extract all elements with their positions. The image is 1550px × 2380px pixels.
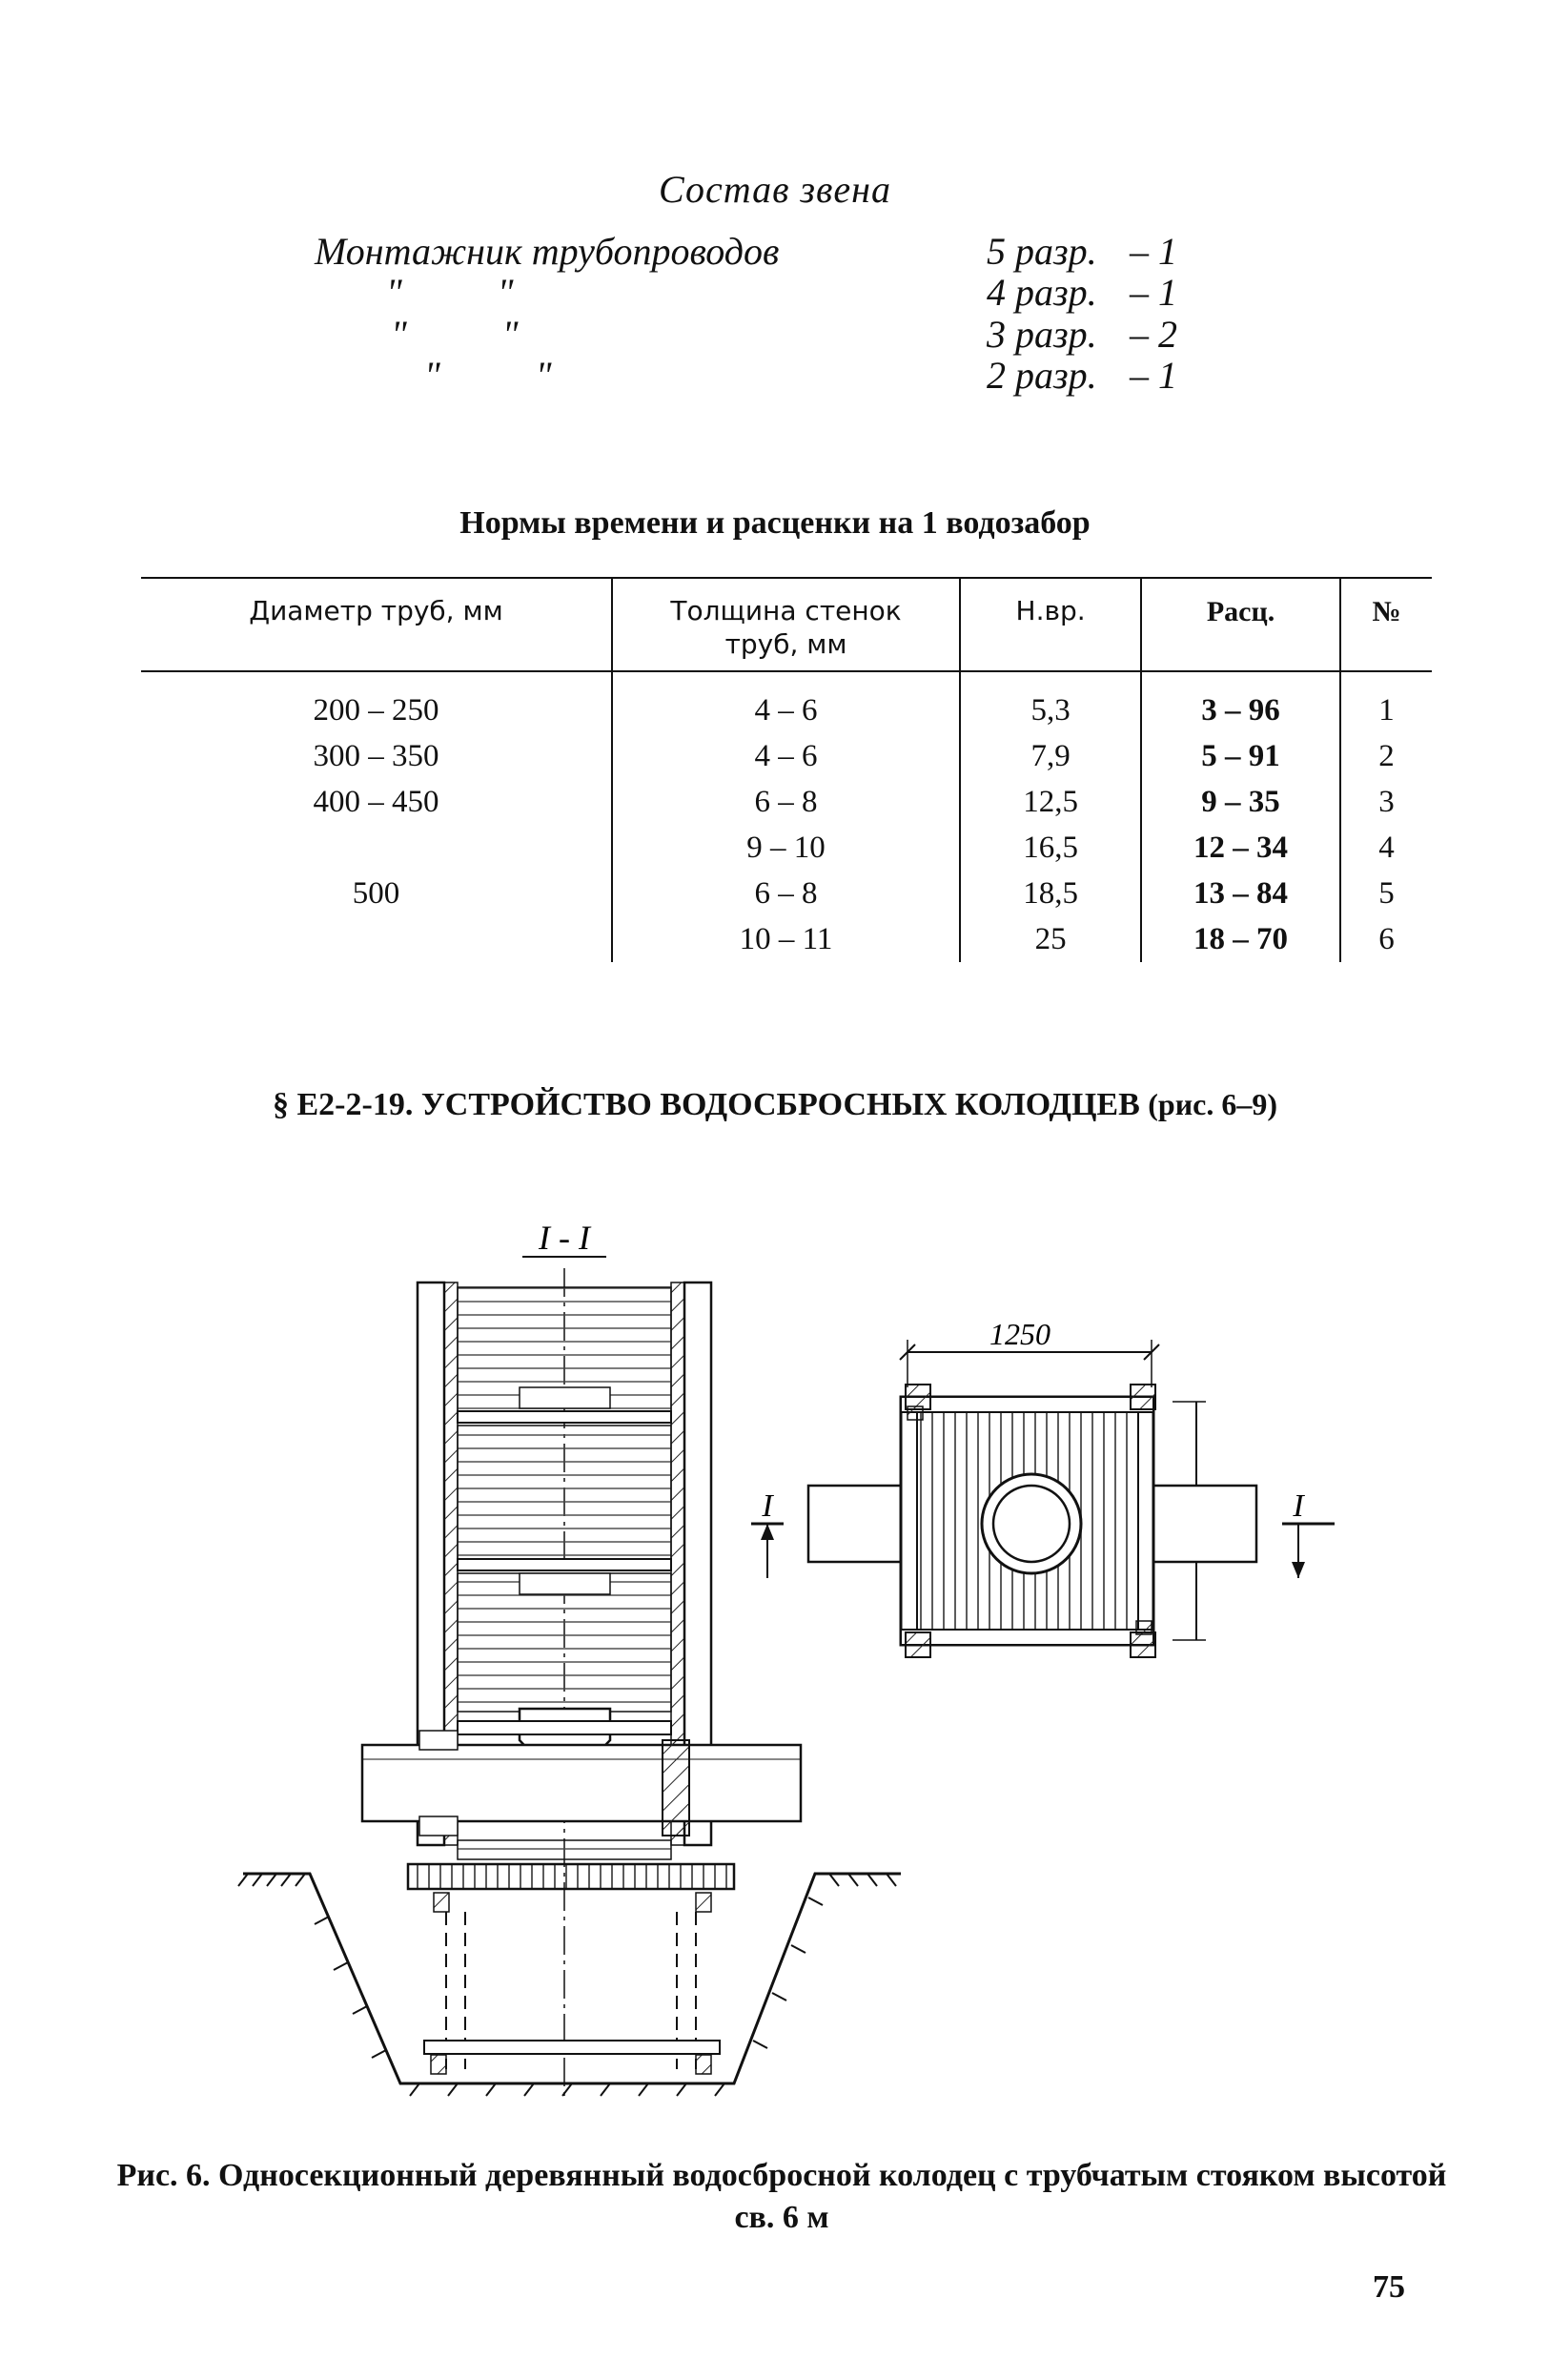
cell-rate: 12 – 34 bbox=[1141, 825, 1340, 871]
header-thickness-line1: Толщина стенок bbox=[670, 595, 902, 626]
section-label: I - I bbox=[539, 1219, 590, 1257]
cell-num: 2 bbox=[1340, 733, 1432, 779]
header-rate: Расц. bbox=[1141, 578, 1340, 671]
header-diameter: Диаметр труб, мм bbox=[141, 578, 612, 671]
cell-time: 25 bbox=[960, 916, 1141, 962]
header-num: № bbox=[1340, 578, 1432, 671]
table-row bbox=[141, 671, 1432, 733]
cell-rate: 13 – 84 bbox=[1141, 871, 1340, 916]
cell-thickness: 4 – 6 bbox=[612, 671, 960, 733]
cell-diameter: 200 – 250 bbox=[313, 692, 439, 728]
plan-view bbox=[751, 1317, 1335, 1657]
cell-diameter: 400 – 450 bbox=[313, 784, 439, 819]
cut-right-label: I bbox=[1293, 1488, 1304, 1524]
cell-thickness: 6 – 8 bbox=[612, 779, 960, 825]
crew-count: – 1 bbox=[1130, 271, 1177, 314]
crew-grade: 3 разр. bbox=[987, 313, 1097, 356]
page-number: 75 bbox=[1373, 2269, 1405, 2305]
cell-rate: 3 – 96 bbox=[1141, 671, 1340, 733]
crew-grade: 4 разр. bbox=[987, 271, 1097, 314]
cell-diameter: 500 bbox=[352, 875, 400, 911]
crew-role: " " bbox=[391, 313, 519, 356]
cell-diameter bbox=[141, 916, 612, 962]
cell-rate: 18 – 70 bbox=[1141, 916, 1340, 962]
crew-count: – 2 bbox=[1130, 313, 1177, 356]
cell-rate: 9 – 35 bbox=[1141, 779, 1340, 825]
cell-num: 3 bbox=[1340, 779, 1432, 825]
table-row bbox=[141, 825, 1432, 871]
cell-rate: 5 – 91 bbox=[1141, 733, 1340, 779]
crew-grade: 2 разр. bbox=[987, 354, 1097, 397]
cell-thickness: 10 – 11 bbox=[612, 916, 960, 962]
cell-thickness: 4 – 6 bbox=[612, 733, 960, 779]
table-row bbox=[141, 733, 1432, 779]
cell-num: 6 bbox=[1340, 916, 1432, 962]
section-view bbox=[362, 1219, 801, 2098]
crew-role: Монтажник трубопроводов bbox=[315, 230, 780, 273]
cell-time: 16,5 bbox=[960, 825, 1141, 871]
table-row bbox=[141, 779, 1432, 825]
norms-title: Нормы времени и расценки на 1 водозабор bbox=[459, 505, 1091, 541]
section-title bbox=[0, 1087, 1550, 1123]
norms-table bbox=[141, 577, 1432, 962]
cell-num: 1 bbox=[1340, 671, 1432, 733]
section-title-text: § Е2-2-19. УСТРОЙСТВО ВОДОСБРОСНЫХ КОЛОДЦЕВ bbox=[273, 1087, 1140, 1122]
header-time: Н.вр. bbox=[960, 578, 1141, 671]
cut-left-label: I bbox=[762, 1488, 773, 1524]
table-row bbox=[141, 916, 1432, 962]
cell-num: 4 bbox=[1340, 825, 1432, 871]
cell-diameter: 300 – 350 bbox=[313, 738, 439, 773]
cell-time: 18,5 bbox=[960, 871, 1141, 916]
crew-role: " " bbox=[386, 271, 514, 314]
crew-count: – 1 bbox=[1130, 354, 1177, 397]
ground-pit bbox=[238, 1874, 901, 2096]
section-figure-ref: (рис. 6–9) bbox=[1148, 1087, 1277, 1121]
dim-width: 1250 bbox=[989, 1317, 1050, 1351]
table-row bbox=[141, 871, 1432, 916]
well-drawing bbox=[0, 1192, 1550, 2145]
cell-time: 5,3 bbox=[960, 671, 1141, 733]
figure-caption: Рис. 6. Односекционный деревянный водосбросной колодец с трубчатым стояком высотой св. 6 м bbox=[116, 2158, 1447, 2236]
cell-time: 12,5 bbox=[960, 779, 1141, 825]
cell-num: 5 bbox=[1340, 871, 1432, 916]
header-thickness bbox=[612, 578, 960, 671]
cell-thickness: 9 – 10 bbox=[612, 825, 960, 871]
cell-time: 7,9 bbox=[960, 733, 1141, 779]
crew-title: Состав звена bbox=[658, 168, 891, 211]
cell-thickness: 6 – 8 bbox=[612, 871, 960, 916]
crew-grade: 5 разр. bbox=[987, 230, 1097, 273]
cell-diameter bbox=[141, 825, 612, 871]
crew-count: – 1 bbox=[1130, 230, 1177, 273]
crew-role: " " bbox=[424, 354, 552, 397]
header-thickness-line2: труб, мм bbox=[724, 628, 847, 660]
